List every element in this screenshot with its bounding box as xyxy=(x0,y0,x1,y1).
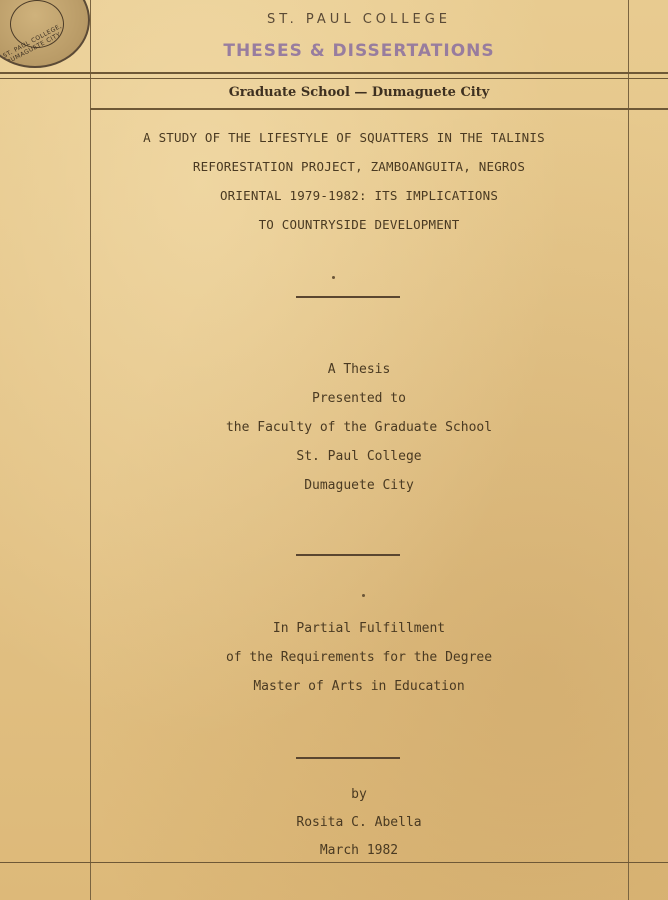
title-line-1: A STUDY OF THE LIFESTYLE OF SQUATTERS IN THE TALINIS xyxy=(143,130,545,145)
ink-dot-2 xyxy=(362,594,365,597)
seal-text: ST. PAUL COLLEGE, DUMAGUETE CITY xyxy=(1,22,64,66)
thesis-label: A Thesis xyxy=(327,362,391,377)
title-line-4: TO COUNTRYSIDE DEVELOPMENT xyxy=(258,217,460,232)
college-line: St. Paul College xyxy=(296,449,422,464)
city-line: Dumaguete City xyxy=(304,478,414,493)
header-rule-bottom xyxy=(90,108,668,110)
separator-2 xyxy=(296,554,400,556)
fulfillment-line-1: In Partial Fulfillment xyxy=(272,621,446,636)
header-rule-top xyxy=(0,72,668,74)
footer-rule xyxy=(0,862,668,863)
ink-dot xyxy=(332,276,335,279)
presented-to: Presented to xyxy=(312,391,406,406)
degree-line: Master of Arts in Education xyxy=(253,679,465,694)
title-line-2: REFORESTATION PROJECT, ZAMBOANGUITA, NEGROS xyxy=(192,159,526,174)
theses-stamp: THESES & DISSERTATIONS xyxy=(223,41,495,61)
thesis-date: March 1982 xyxy=(319,843,399,858)
header-rule-mid xyxy=(0,78,668,79)
bottom-edge-print xyxy=(0,888,90,900)
title-line-3: ORIENTAL 1979-1982: ITS IMPLICATIONS xyxy=(219,188,499,203)
graduate-school-line: Graduate School — Dumaguete City xyxy=(228,85,490,100)
by-label: by xyxy=(351,787,367,802)
right-margin-line xyxy=(628,0,629,900)
separator-1 xyxy=(296,296,400,298)
separator-3 xyxy=(296,757,400,759)
fulfillment-line-2: of the Requirements for the Degree xyxy=(225,650,493,665)
faculty-line: the Faculty of the Graduate School xyxy=(225,420,493,435)
author-name: Rosita C. Abella xyxy=(296,815,422,830)
college-seal xyxy=(0,0,90,68)
college-name: ST. PAUL COLLEGE xyxy=(266,12,451,27)
